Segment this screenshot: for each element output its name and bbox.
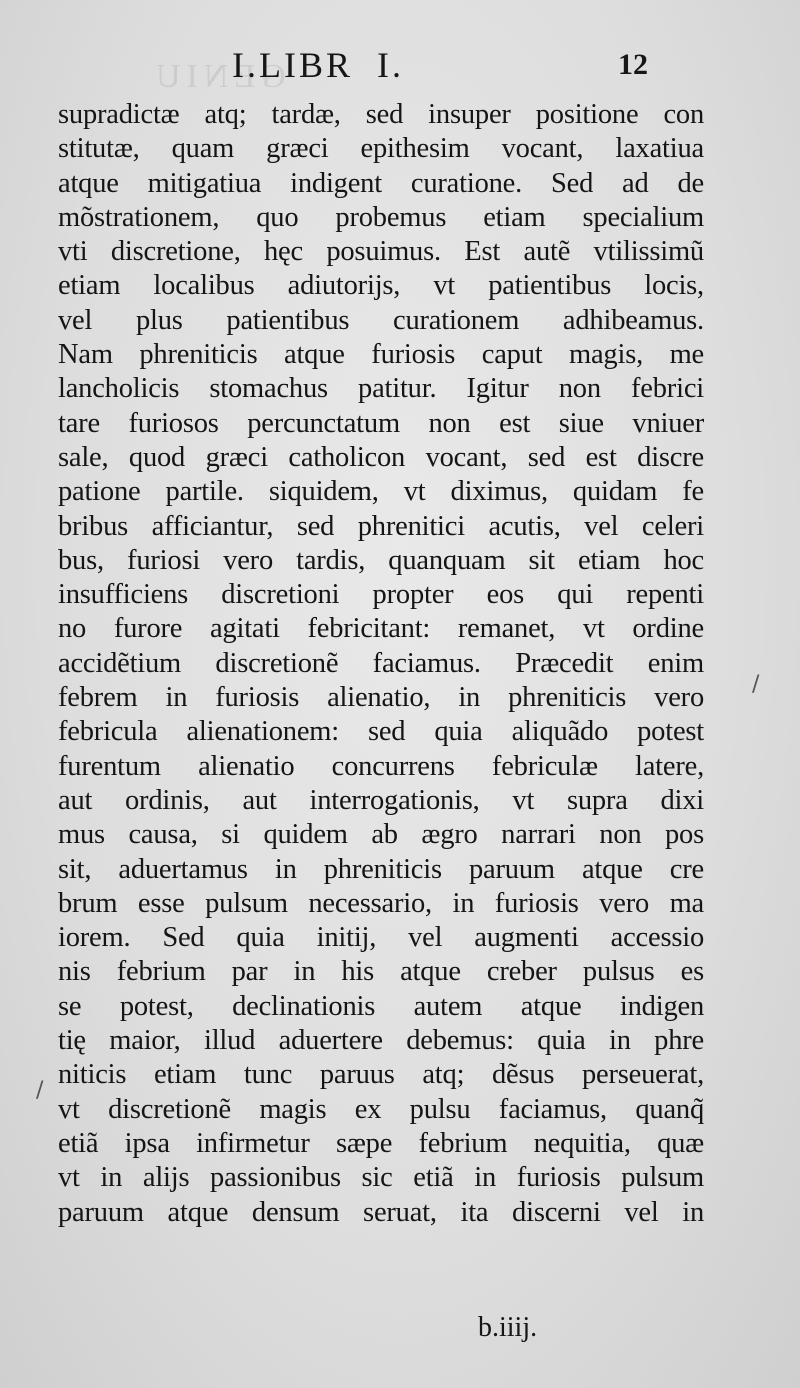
text-line: sit, aduertamus in phreniticis paruum atque cre — [58, 853, 704, 885]
text-line: insufficiens discretioni propter eos qui repenti — [58, 579, 704, 611]
text-line: brum esse pulsum necessario, in furiosis vero ma — [58, 887, 704, 919]
text-line: se potest, declinationis autem atque indigen — [58, 990, 704, 1022]
text-line: niticis etiam tunc paruus atq; dẽsus perseuerat, — [58, 1059, 704, 1091]
text-line: atque mitigatiua indigent curatione. Sed ad de — [58, 167, 704, 199]
text-line: febricula alienationem: sed quia aliquãdo potest — [58, 716, 704, 748]
text-line: vt discretionẽ magis ex pulsu faciamus, quanq̃ — [58, 1093, 704, 1125]
text-line: mus causa, si quidem ab ægro narrari non pos — [58, 819, 704, 851]
text-line: bribus afficiantur, sed phrenitici acutis, vel celeri — [58, 510, 704, 542]
text-line: vel plus patientibus curationem adhibeamus. — [58, 304, 704, 336]
margin-stroke: / — [36, 1078, 44, 1103]
text-line: patione partile. siquidem, vt diximus, quidam fe — [58, 476, 704, 508]
text-line: etiam localibus adiutorijs, vt patientibus locis, — [58, 270, 704, 302]
text-line: stitutæ, quam græci epithesim vocant, laxatiua — [58, 133, 704, 165]
text-line: lancholicis stomachus patitur. Igitur non febrici — [58, 373, 704, 405]
text-line: vt in alijs passionibus sic etiã in furiosis pulsum — [58, 1162, 704, 1194]
text-line: mõstrationem, quo probemus etiam specialium — [58, 201, 704, 233]
text-line: accidẽtium discretionẽ faciamus. Præcedit enim — [58, 647, 704, 679]
text-line: tię maior, illud aduertere debemus: quia in phre — [58, 1025, 704, 1057]
text-line: febrem in furiosis alienatio, in phreniticis vero — [58, 682, 704, 714]
text-line: aut ordinis, aut interrogationis, vt supra dixi — [58, 784, 704, 816]
text-line: furentum alienatio concurrens febriculæ latere, — [58, 750, 704, 782]
text-line: etiã ipsa infirmetur sæpe febrium nequitia, quæ — [58, 1127, 704, 1159]
running-head — [0, 44, 800, 90]
running-head-title: I.LIBR I. — [232, 45, 404, 85]
text-line: vti discretione, hęc posuimus. Est autẽ vtilissimũ — [58, 236, 704, 268]
catchword-signature: b.iiij. — [478, 1312, 538, 1343]
text-line: tare furiosos percunctatum non est siue vniuer — [58, 407, 704, 439]
text-block — [58, 98, 704, 1230]
text-line: iorem. Sed quia initij, vel augmenti accessio — [58, 922, 704, 954]
bleed-through-ink: GENIU — [150, 58, 286, 95]
text-line: Nam phreniticis atque furiosis caput magis, me — [58, 339, 704, 371]
text-line: no furore agitati febricitant: remanet, vt ordine — [58, 613, 704, 645]
text-line: nis febrium par in his atque creber pulsus es — [58, 956, 704, 988]
text-line: supradictæ atq; tardæ, sed insuper positione con — [58, 99, 704, 130]
text-line: bus, furiosi vero tardis, quanquam sit etiam hoc — [58, 544, 704, 576]
margin-stroke: / — [752, 672, 760, 697]
folio-number: 12 — [618, 48, 648, 81]
text-line: paruum atque densum seruat, ita discerni vel in — [58, 1196, 704, 1228]
text-line: sale, quod græci catholicon vocant, sed est discre — [58, 441, 704, 473]
